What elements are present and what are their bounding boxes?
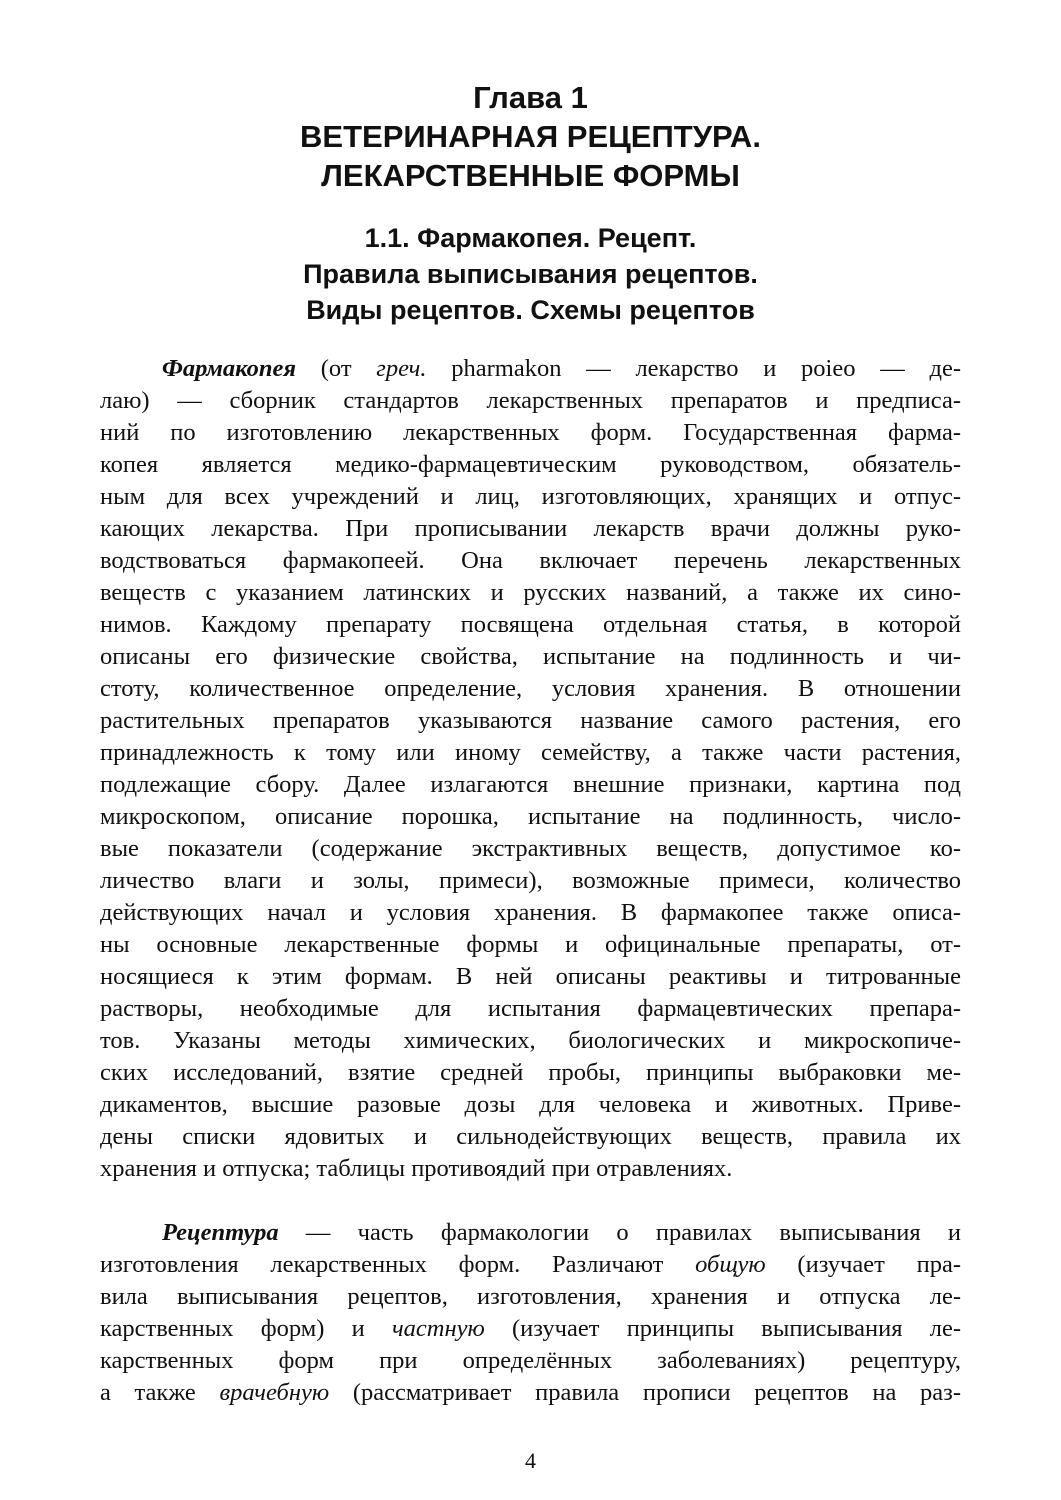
paragraph-1-line: ны основные лекарственные формы и официнальные препараты, от- [100,931,961,958]
paragraph-2-line: карственных форм при определённых заболеваниях) рецептуру, [100,1347,961,1374]
paragraph-1-line: растворы, необходимые для испытания фармацевтических препара- [100,995,961,1022]
paragraph-1-line: вые показатели (содержание экстрактивных веществ, допустимое ко- [100,835,961,862]
paragraph-1-line: принадлежность к тому или иному семейству, а также части растения, [100,739,961,766]
paragraph-2-line: а также врачебную (рассматривает правила прописи рецептов на раз- [100,1379,961,1406]
paragraph-1-line: ний по изготовлению лекарственных форм. Государственная фарма- [100,419,961,446]
paragraph-1-line: нимов. Каждому препарату посвящена отдельная статья, в которой [100,611,961,638]
paragraph-1-line: стоту, количественное определение, условия хранения. В отношении [100,675,961,702]
term-recipe: Рецептура [162,1219,279,1246]
chapter-title-line-1: ВЕТЕРИНАРНАЯ РЕЦЕПТУРА. [300,119,761,154]
paragraph-1-line: микроскопом, описание порошка, испытание на подлинность, числo- [100,803,961,830]
paragraph-1-line: подлежащие сбору. Далее излагаются внешние признаки, картина под [100,771,961,798]
section-title-line-3: Виды рецептов. Схемы рецептов [306,295,755,325]
paragraph-1-line: носящиеся к этим формам. В ней описаны реактивы и титрованные [100,963,961,990]
abbr-greek: греч. [376,355,427,382]
paragraph-1-line: кающих лекарства. При прописывании лекарств врачи должны руко- [100,515,961,542]
section-title-line-2: Правила выписывания рецептов. [303,259,758,289]
paragraph-1-line: Фармакопея (от греч. pharmakon — лекарство и poieo — де- [162,355,961,382]
paragraph-1-line: ным для всех учреждений и лиц, изготовляющих, хранящих и отпус- [100,483,961,510]
paragraph-1-line: веществ с указанием латинских и русских названий, а также их сино- [100,579,961,606]
paragraph-2-line: карственных форм) и частную (изучает принципы выписывания ле- [100,1315,961,1342]
paragraph-1-line: личество влаги и золы, примеси), возможные примеси, количество [100,867,961,894]
chapter-title-line-2: ЛЕКАРСТВЕННЫЕ ФОРМЫ [321,158,740,193]
chapter-number: Глава 1 [473,80,588,115]
section-title-line-1: 1.1. Фармакопея. Рецепт. [364,223,697,253]
paragraph-1-line: растительных препаратов указываются название самого растения, его [100,707,961,734]
paragraph-1-line: дикаментов, высшие разовые дозы для человека и животных. Приве- [100,1091,961,1118]
body-text [100,353,961,1413]
page-number: 4 [525,1448,536,1473]
term-pharmacopoeia: Фармакопея [162,355,296,382]
paragraph-1-line: копея является медико-фармацевтическим руководством, обязатель- [100,451,961,478]
section-heading [100,220,961,328]
chapter-heading [100,78,961,195]
paragraph-1-line: хранения и отпуска; таблицы противоядий при отравлениях. [100,1155,733,1182]
paragraph-1-line: действующих начал и условия хранения. В фармакопее также описа- [100,899,961,926]
paragraph-2-line: вила выписывания рецептов, изготовления, хранения и отпуска ле- [100,1283,961,1310]
paragraph-2-line: изготовления лекарственных форм. Различают общую (изучает пра- [100,1251,962,1278]
paragraph-1-line: описаны его физические свойства, испытание на подлинность и чи- [100,643,961,670]
paragraph-1-line: ских исследований, взятие средней пробы, принципы выбраковки ме- [100,1059,961,1086]
paragraph-2-line: Рецептура — часть фармакологии о правилах выписывания и [162,1219,961,1246]
paragraph-1-line: дены списки ядовитых и сильнодействующих веществ, правила их [100,1123,961,1150]
paragraph-1-line: тов. Указаны методы химических, биологических и микроскопиче- [100,1027,961,1054]
paragraph-1-line: водствоваться фармакопеей. Она включает перечень лекарственных [100,547,961,574]
paragraph-1-line: лаю) — сборник стандартов лекарственных препаратов и предписа- [100,387,961,414]
